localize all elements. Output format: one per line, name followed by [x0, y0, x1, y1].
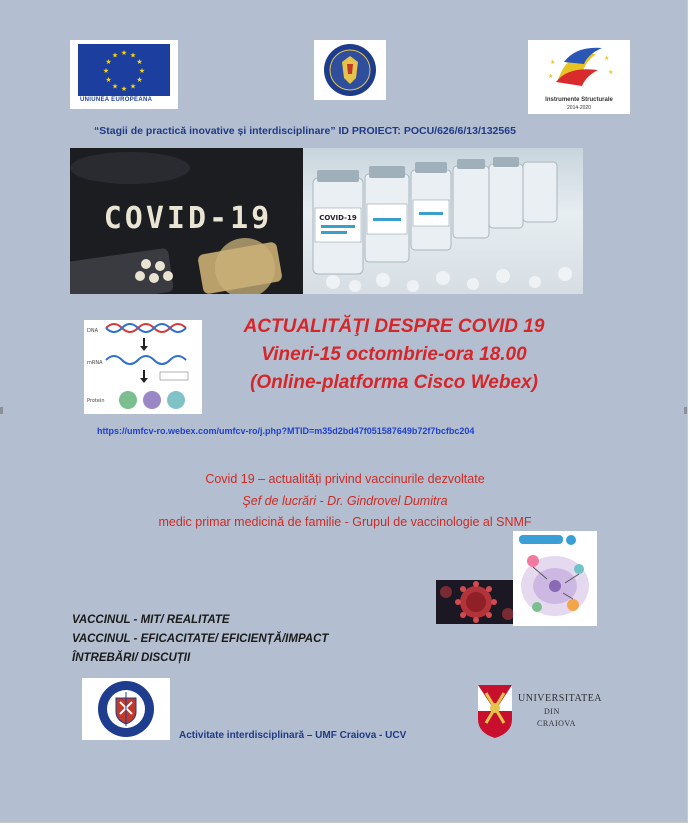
- ucv-name-line3: CRAIOVA: [537, 719, 576, 728]
- umf-craiova-logo: [82, 678, 170, 740]
- talk-title: Covid 19 – actualități privind vaccinurile dezvoltate: [205, 472, 485, 486]
- agenda-item: VACCINUL - EFICACITATE/ EFICIENȚĂ/IMPACT: [72, 633, 329, 645]
- svg-text:★: ★: [120, 85, 128, 93]
- vaccine-infographic: [513, 531, 597, 626]
- svg-text:★: ★: [548, 73, 554, 80]
- agenda-item: ÎNTREBĂRI/ DISCUȚII: [72, 652, 191, 664]
- svg-text:★: ★: [136, 76, 143, 84]
- structural-instruments-years: 2014-2020: [567, 105, 591, 111]
- eu-caption: UNIUNEA EUROPEANĂ: [80, 97, 153, 103]
- webex-meeting-link[interactable]: https://umfcv-ro.webex.com/umfcv-ro/j.php?MTID=m35d2bd47f051587649b72f7bcfbc204: [97, 426, 475, 436]
- svg-text:★: ★: [136, 58, 143, 66]
- headline-date: Vineri-15 octombrie-ora 18.00: [261, 344, 527, 365]
- speaker-name: Şef de lucrări - Dr. Gindrovel Dumitra: [242, 494, 448, 508]
- eu-logo: [70, 40, 178, 109]
- government-seal-icon: [314, 40, 386, 100]
- vial-label-text: COVID-19: [319, 214, 357, 222]
- page-edge-marker-left: [0, 407, 3, 414]
- project-id-line: “Stagii de practică inovative și interdisciplinare” ID PROIECT: POCU/626/6/13/132565: [94, 125, 516, 137]
- svg-text:★: ★: [105, 58, 112, 66]
- agenda-item: VACCINUL - MIT/ REALITATE: [72, 614, 230, 626]
- svg-text:★: ★: [129, 51, 137, 60]
- page-edge-marker-right: [684, 407, 687, 414]
- ucv-shield-icon: [476, 683, 514, 739]
- coronavirus-icon: [436, 580, 516, 624]
- structural-instruments-icon: [528, 40, 630, 96]
- dna-label: DNA: [87, 328, 99, 334]
- virus-image: [436, 580, 516, 624]
- svg-text:★: ★: [608, 69, 614, 76]
- svg-text:★: ★: [102, 67, 110, 75]
- speaker-role: medic primar medicină de familie - Grupul de vaccinologie al SNMF: [158, 515, 532, 529]
- svg-text:★: ★: [138, 67, 146, 75]
- vaccine-vials-photo: [303, 148, 583, 294]
- svg-text:★: ★: [129, 82, 137, 91]
- svg-text:★: ★: [120, 49, 128, 57]
- covid-letters-photo: [70, 148, 304, 294]
- headline-title: ACTUALITĂŢI DESPRE COVID 19: [243, 316, 545, 337]
- government-logo: [314, 40, 386, 100]
- svg-text:★: ★: [604, 55, 610, 62]
- ucv-crest: [476, 683, 514, 739]
- headline-platform: (Online-platforma Cisco Webex): [250, 372, 538, 393]
- protein-label: Protein: [87, 398, 105, 404]
- structural-instruments-caption: Instrumente Structurale: [545, 97, 613, 103]
- umf-seal-icon: [82, 678, 170, 740]
- mrna-label: mRNA: [87, 360, 103, 366]
- svg-text:★: ★: [105, 76, 112, 84]
- svg-text:★: ★: [111, 51, 119, 60]
- dna-to-protein-diagram: [84, 320, 202, 414]
- eu-flag-icon: [78, 44, 170, 96]
- covid-letters-text: COVID-19: [103, 201, 273, 236]
- footer-activity-text: Activitate interdisciplinară – UMF Craiova - UCV: [179, 730, 407, 741]
- ucv-name-line2: DIN: [544, 707, 560, 716]
- svg-text:★: ★: [111, 82, 119, 91]
- structural-instruments-logo: [528, 40, 630, 114]
- svg-text:★: ★: [550, 59, 556, 66]
- ucv-name-line1: UNIVERSITATEA: [518, 693, 603, 704]
